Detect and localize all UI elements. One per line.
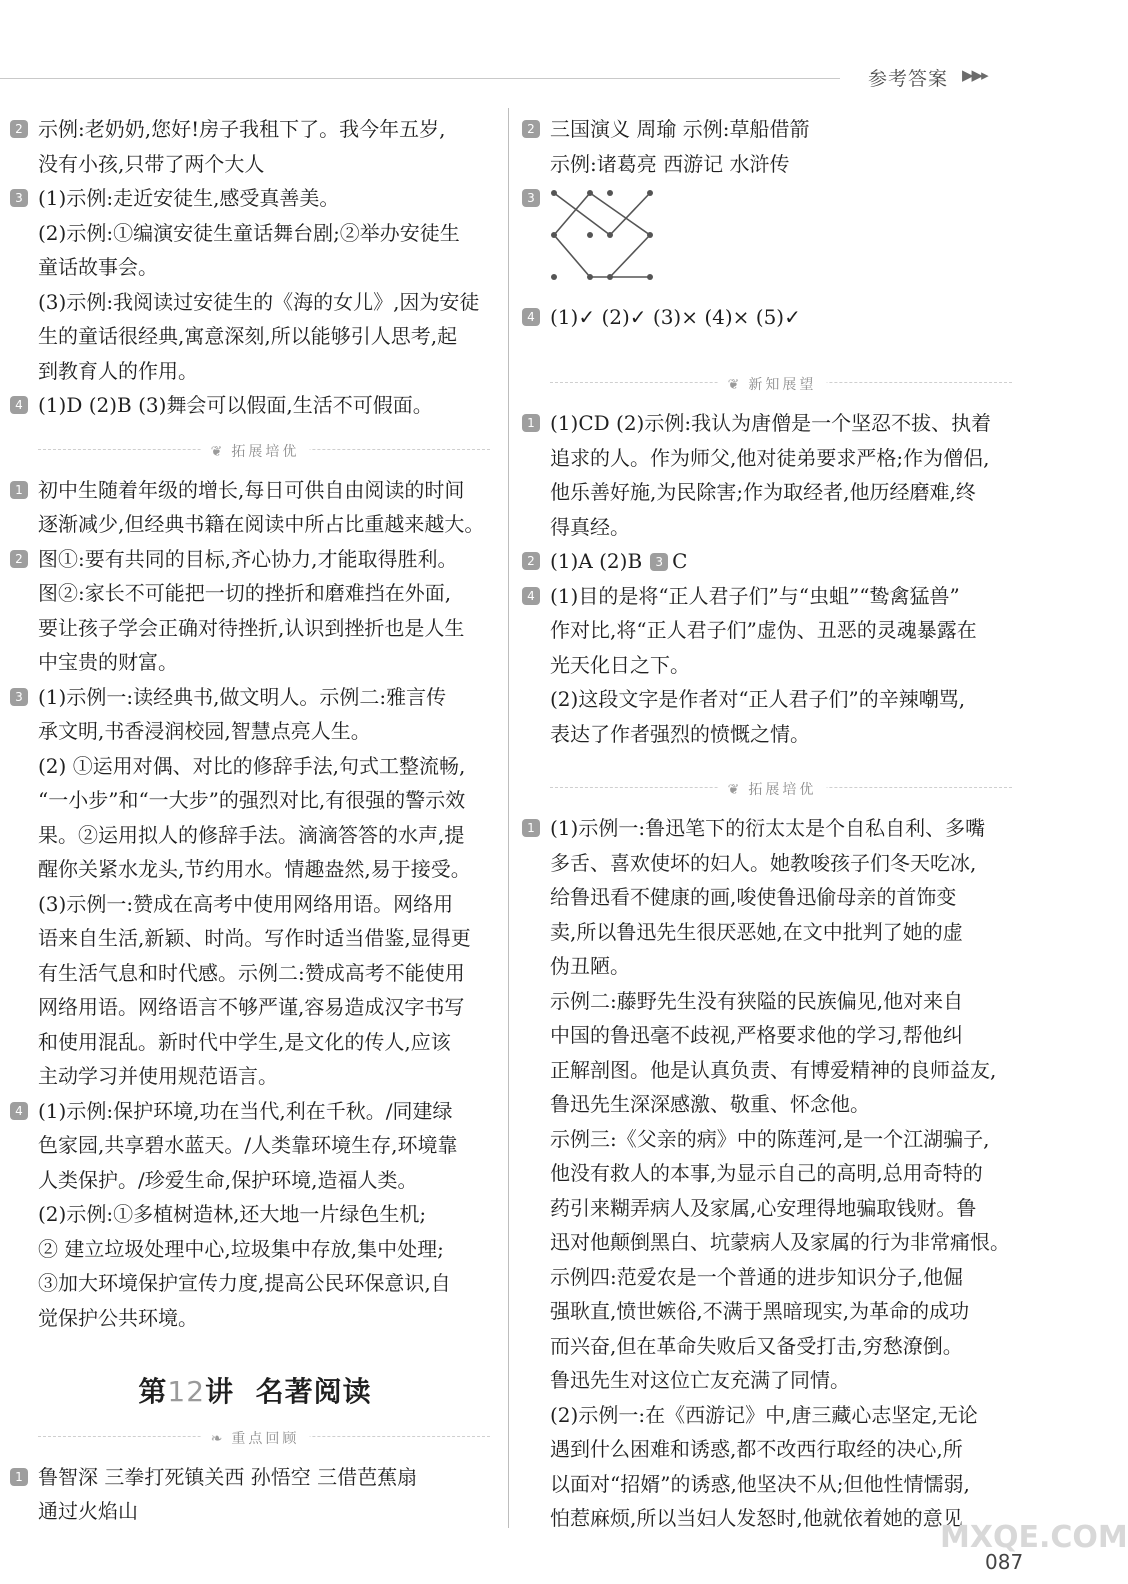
text-line: (2)示例一:在《西游记》中,唐三藏心志坚定,无论 — [550, 1402, 978, 1427]
text-line: 迅对他颠倒黑白、坑蒙病人及家属的行为非常痛恨。 — [550, 1230, 1010, 1254]
text-line: “一小步”和“一大步”的强烈对比,有很强的警示效 — [38, 788, 466, 812]
text-line: 给鲁迅看不健康的画,唆使鲁迅偷母亲的首饰变 — [550, 885, 957, 909]
question-number-badge: 2 — [522, 552, 540, 570]
text-line: (1)示例:走近安徒生,感受真善美。 — [38, 186, 340, 210]
text-line: 有生活气息和时代感。示例二:赞成高考不能使用 — [38, 960, 465, 985]
question-number-badge: 2 — [10, 120, 28, 138]
text-line: 语来自生活,新颖、时尚。写作时适当借鉴,显得更 — [38, 926, 471, 950]
section-header — [10, 1416, 500, 1456]
answer-2 — [10, 112, 500, 181]
text-line: 示例:诸葛亮 西游记 水浒传 — [550, 151, 790, 176]
answer-3 — [522, 181, 1022, 300]
leaf-icon: ❦ — [727, 782, 743, 798]
question-number-badge: 3 — [10, 189, 28, 207]
text-line: 示例三:《父亲的病》中的陈莲河,是一个江湖骗子, — [550, 1126, 990, 1151]
text-line: 卖,所以鲁迅先生很厌恶她,在文中批判了她的虚 — [550, 919, 963, 944]
text-line: (1)✓ (2)✓ (3)× (4)× (5)✓ — [550, 304, 801, 329]
text-line: 光天化日之下。 — [550, 652, 690, 677]
text-line: 示例:老奶奶,您好!房子我租下了。我今年五岁, — [38, 117, 446, 141]
section-title: 拓展培优 — [231, 443, 300, 460]
page-header — [0, 58, 1040, 98]
question-number-badge: 2 — [522, 120, 540, 138]
text-line: 通过火焰山 — [38, 1499, 138, 1523]
text-line: 承文明,书香浸润校园,智慧点亮人生。 — [38, 719, 371, 743]
question-number-badge: 4 — [10, 1102, 28, 1120]
text-line: (1)A (2)B 3 C — [550, 549, 688, 573]
section-title: 拓展培优 — [748, 782, 817, 798]
answer-4 — [522, 300, 1022, 335]
text-line: 以面对“招婿”的诱惑,他坚决不从;但他性情懦弱, — [550, 1471, 970, 1496]
text-line: 他乐善好施,为民除害;作为取经者,他历经磨难,终 — [550, 480, 976, 504]
text-line: 多舌、喜欢使坏的妇人。她教唆孩子们冬天吃冰, — [550, 850, 977, 875]
right-column — [522, 112, 1022, 1536]
text-line: 作对比,将“正人君子们”虚伪、丑恶的灵魂暴露在 — [550, 618, 977, 642]
section-header — [522, 362, 1022, 402]
text-line: 而兴奋,但在革命失败后又备受打击,穷愁潦倒。 — [550, 1333, 963, 1358]
text-line: 网络用语。网络语言不够严谨,容易造成汉字书写 — [38, 995, 465, 1019]
section-header — [522, 767, 1022, 807]
text-line: (1)示例:保护环境,功在当代,利在千秋。/同建绿 — [38, 1098, 453, 1123]
header-rule — [0, 78, 840, 79]
text-line: 伪丑陋。 — [550, 954, 630, 978]
answer-4 — [10, 388, 500, 423]
answer-1 — [522, 811, 1022, 1536]
text-line: (1)CD (2)示例:我认为唐僧是一个坚忍不拔、执着 — [550, 411, 992, 435]
text-line: 主动学习并使用规范语言。 — [38, 1064, 278, 1088]
text-line: 三国演义 周瑜 示例:草船借箭 — [550, 117, 810, 141]
page-number: 087 — [985, 1550, 1024, 1574]
answer-4 — [522, 579, 1022, 752]
question-number-badge: 1 — [10, 1468, 28, 1486]
text-line: 他没有救人的本事,为显示自己的高明,总用奇特的 — [550, 1161, 983, 1185]
text-line: 没有小孩,只带了两个大人 — [38, 151, 265, 176]
text-line: (2)这段文字是作者对“正人君子们”的辛辣嘲骂, — [550, 687, 966, 711]
text-line: 到教育人的作用。 — [38, 358, 198, 383]
text-line: 逐渐减少,但经典书籍在阅读中所占比重越来越大。 — [38, 512, 485, 536]
header-title: 参考答案 — [868, 68, 949, 90]
text-line: 图②:家长不可能把一切的挫折和磨难挡在外面, — [38, 581, 452, 605]
text-line: (3)示例:我阅读过安徒生的《海的女儿》,因为安徒 — [38, 289, 480, 314]
text-line: 生的童话很经典,寓意深刻,所以能够引人思考,起 — [38, 324, 458, 348]
text-line: 图①:要有共同的目标,齐心协力,才能取得胜利。 — [38, 546, 458, 571]
section-title: 重点回顾 — [231, 1430, 300, 1447]
text-line: (2)示例:①编演安徒生童话舞台剧;②举办安徒生 — [38, 220, 460, 245]
text-line: (2) ①运用对偶、对比的修辞手法,句式工整流畅, — [38, 753, 466, 778]
leaf-icon: ❦ — [210, 443, 226, 460]
column-divider — [508, 108, 509, 1528]
text-line: 中宝贵的财富。 — [38, 650, 178, 674]
text-line: (2)示例:①多植树造林,还大地一片绿色生机; — [38, 1202, 427, 1226]
answer-4 — [10, 1094, 500, 1336]
text-line: (1)D (2)B (3)舞会可以假面,生活不可假面。 — [38, 393, 433, 417]
text-line: 童话故事会。 — [38, 255, 158, 279]
matching-lines-diagram — [550, 185, 670, 285]
question-number-badge: 1 — [522, 414, 540, 432]
book-icon: ❧ — [210, 1430, 226, 1447]
text-line: 果。②运用拟人的修辞手法。滴滴答答的水声,提 — [38, 822, 465, 847]
text-line: 示例二:藤野先生没有狭隘的民族偏见,他对来自 — [550, 988, 964, 1013]
text-line: ③加大环境保护宣传力度,提高公民环保意识,自 — [38, 1271, 451, 1295]
question-number-badge: 4 — [10, 396, 28, 414]
text-line: ② 建立垃圾处理中心,垃圾集中存放,集中处理; — [38, 1236, 444, 1261]
text-line: 中国的鲁迅毫不歧视,严格要求他的学习,帮他纠 — [550, 1023, 963, 1047]
text-line: 和使用混乱。新时代中学生,是文化的传人,应该 — [38, 1029, 451, 1054]
answer-1 — [522, 406, 1022, 544]
question-number-badge: 1 — [522, 819, 540, 837]
watermark: MXQE.COM — [940, 1520, 1128, 1555]
text-line: 表达了作者强烈的愤慨之情。 — [550, 721, 810, 746]
question-number-badge: 1 — [10, 481, 28, 499]
answer-2 — [10, 542, 500, 680]
section-header — [10, 429, 500, 469]
question-number-badge: 3 — [650, 553, 668, 571]
text-line: (1)示例一:读经典书,做文明人。示例二:雅言传 — [38, 684, 447, 709]
answer-1 — [10, 473, 500, 542]
text-line: 鲁智深 三拳打死镇关西 孙悟空 三借芭蕉扇 — [38, 1464, 418, 1489]
text-line: 得真经。 — [550, 514, 630, 539]
answer-1 — [10, 1460, 500, 1529]
question-number-badge: 2 — [10, 550, 28, 568]
text-line: 醒你关紧水龙头,节约用水。情趣盎然,易于接受。 — [38, 857, 471, 881]
question-number-badge: 4 — [522, 587, 540, 605]
text-line: 色家园,共享碧水蓝天。/人类靠环境生存,环境靠 — [38, 1133, 458, 1157]
text-line: 示例四:范爱农是一个普通的进步知识分子,他倔 — [550, 1264, 964, 1289]
text-line: 觉保护公共环境。 — [38, 1305, 198, 1330]
header-arrows-icon: ▶▶▸ — [962, 66, 987, 84]
left-column — [10, 112, 500, 1529]
text-line: 追求的人。作为师父,他对徒弟要求严格;作为僧侣, — [550, 445, 990, 470]
text-line: 怕惹麻烦,所以当妇人发怒时,他就依着她的意见 — [550, 1506, 963, 1530]
answer-3 — [10, 680, 500, 1094]
text-line: 强耿直,愤世嫉俗,不满于黑暗现实,为革命的成功 — [550, 1299, 970, 1323]
answer-2-3 — [522, 544, 1022, 579]
leaf-icon: ❦ — [727, 377, 743, 393]
text-line: 人类保护。/珍爱生命,保护环境,造福人类。 — [38, 1167, 418, 1192]
answer-3 — [10, 181, 500, 388]
answer-2 — [522, 112, 1022, 181]
question-number-badge: 3 — [522, 189, 540, 207]
text-line: 初中生随着年级的增长,每日可供自由阅读的时间 — [38, 477, 465, 502]
section-title: 新知展望 — [748, 377, 817, 393]
text-line: (1)示例一:鲁迅笔下的衍太太是个自私自利、多嘴 — [550, 816, 986, 840]
text-line: 鲁迅先生深深感激、敬重、怀念他。 — [550, 1092, 870, 1116]
text-line: (1)目的是将“正人君子们”与“虫蛆”“鸷禽猛兽” — [550, 583, 960, 608]
lecture-title: 第12讲 名著阅读 — [138, 1375, 372, 1408]
text-line: 药引来糊弄病人及家属,心安理得地骗取钱财。鲁 — [550, 1195, 977, 1220]
question-number-badge: 4 — [522, 308, 540, 326]
question-number-badge: 3 — [10, 688, 28, 706]
text-line: 正解剖图。他是认真负责、有博爱精神的良师益友, — [550, 1057, 997, 1082]
text-line: (3)示例一:赞成在高考中使用网络用语。网络用 — [38, 891, 454, 916]
text-line: 遇到什么困难和诱惑,都不改西行取经的决心,所 — [550, 1437, 963, 1461]
text-line: 要让孩子学会正确对待挫折,认识到挫折也是人生 — [38, 615, 465, 640]
text-line: 鲁迅先生对这位亡友充满了同情。 — [550, 1368, 850, 1392]
